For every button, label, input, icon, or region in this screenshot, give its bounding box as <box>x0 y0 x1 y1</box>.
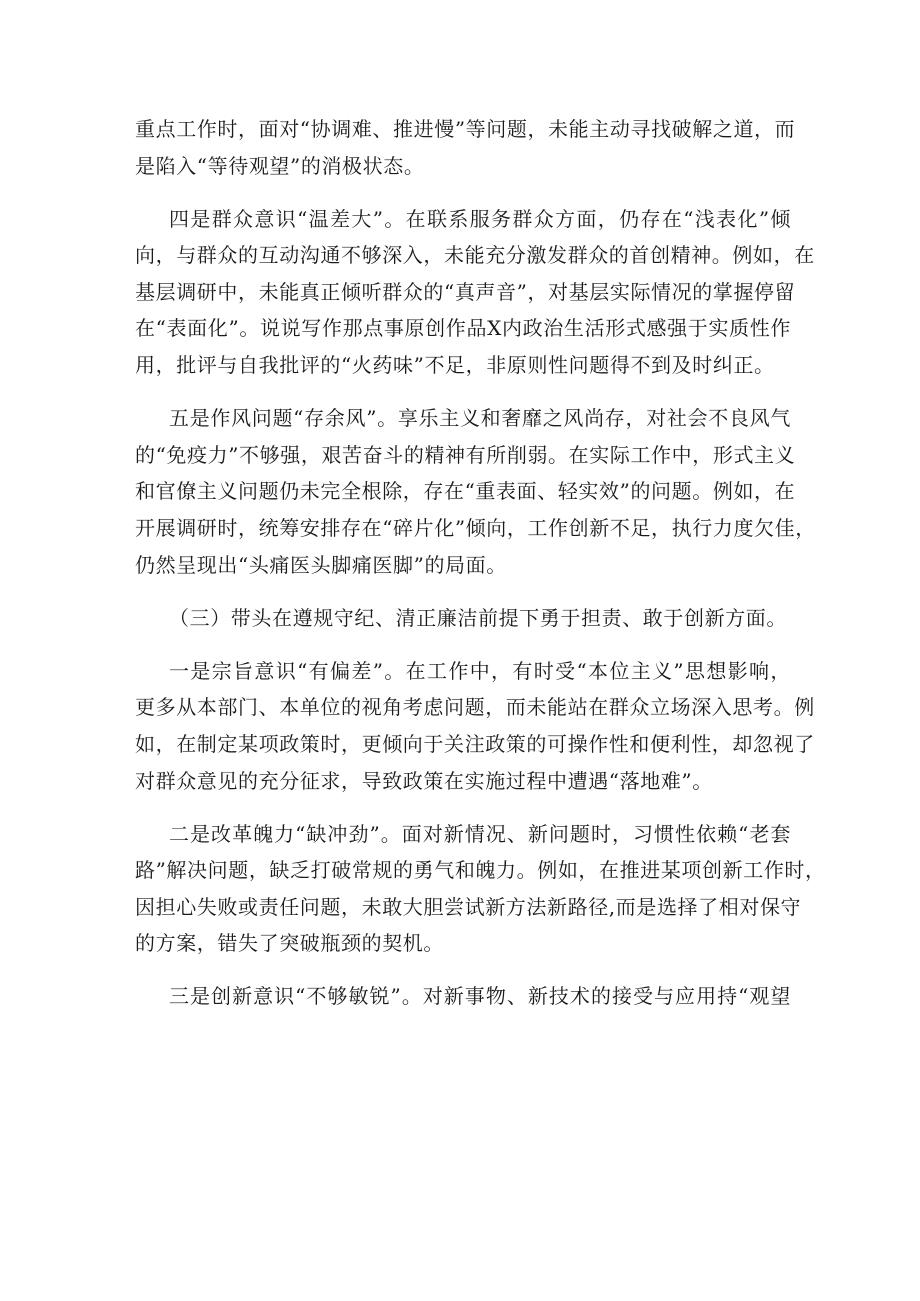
paragraph-item-three <box>135 978 791 1015</box>
text-line: 路”解决问题，缺乏打破常规的勇气和魄力。例如，在推进某项创新工作时， <box>135 858 826 883</box>
paragraph-item-two <box>135 816 826 962</box>
text-line: 向，与群众的互动沟通不够深入，未能充分激发群众的首创精神。例如，在 <box>135 243 815 268</box>
text-line: 是陷入“等待观望”的消极状态。 <box>135 153 425 178</box>
text-line: 仍然呈现出“头痛医头脚痛医脚”的局面。 <box>135 552 507 577</box>
paragraph-item-four <box>135 201 815 384</box>
text-line: 在“表面化”。说说写作那点事原创作品X内政治生活形式感强于实质性作 <box>135 316 791 341</box>
text-line: 和官僚主义问题仍未完全根除，存在“重表面、轻实效”的问题。例如，在 <box>135 479 796 504</box>
text-line: 开展调研时，统筹安排存在“碎片化”倾向，工作创新不足，执行力度欠佳， <box>135 515 816 540</box>
text-line: 对群众意见的充分征求，导致政策在实施过程中遭遇“落地难”。 <box>135 768 713 793</box>
text-line: 五是作风问题“存余风”。享乐主义和奢靡之风尚存，对社会不良风气 <box>169 406 791 431</box>
text-line: 的方案，错失了突破瓶颈的契机。 <box>135 931 444 956</box>
text-line: 二是改革魄力“缺冲劲”。面对新情况、新问题时，习惯性依赖“老套 <box>169 821 791 846</box>
text-line: 重点工作时，面对“协调难、推进慢”等问题，未能主动寻找破解之道，而 <box>135 117 796 141</box>
text-line: 的“免疫力”不够强，艰苦奋斗的精神有所削弱。在实际工作中，形式主义 <box>135 442 796 467</box>
text-line: 用，批评与自我批评的“火药味”不足，非原则性问题得不到及时纠正。 <box>135 353 775 378</box>
text-line: 一是宗旨意识“有偏差”。在工作中，有时受“本位主义”思想影响， <box>169 658 791 683</box>
text-line: 更多从本部门、本单位的视角考虑问题，而未能站在群众立场深入思考。例 <box>135 695 815 720</box>
text-line: （三）带头在遵规守纪、清正廉洁前提下勇于担责、敢于创新方面。 <box>169 605 787 630</box>
document-body <box>135 111 826 1032</box>
paragraph-continuation <box>135 111 796 184</box>
section-heading <box>135 600 791 637</box>
text-line: 因担心失败或责任问题，未敢大胆尝试新方法新路径,而是选择了相对保守 <box>135 894 802 919</box>
paragraph-item-one <box>135 653 815 799</box>
text-line: 四是群众意识“温差大”。在联系服务群众方面，仍存在“浅表化”倾 <box>169 206 791 231</box>
text-line: 三是创新意识“不够敏锐”。对新事物、新技术的接受与应用持“观望 <box>169 984 791 1009</box>
text-line: 如，在制定某项政策时，更倾向于关注政策的可操作性和便利性，却忽视了 <box>135 731 815 756</box>
paragraph-item-five <box>135 400 816 583</box>
text-line: 基层调研中，未能真正倾听群众的“真声音”，对基层实际情况的掌握停留 <box>135 279 796 304</box>
